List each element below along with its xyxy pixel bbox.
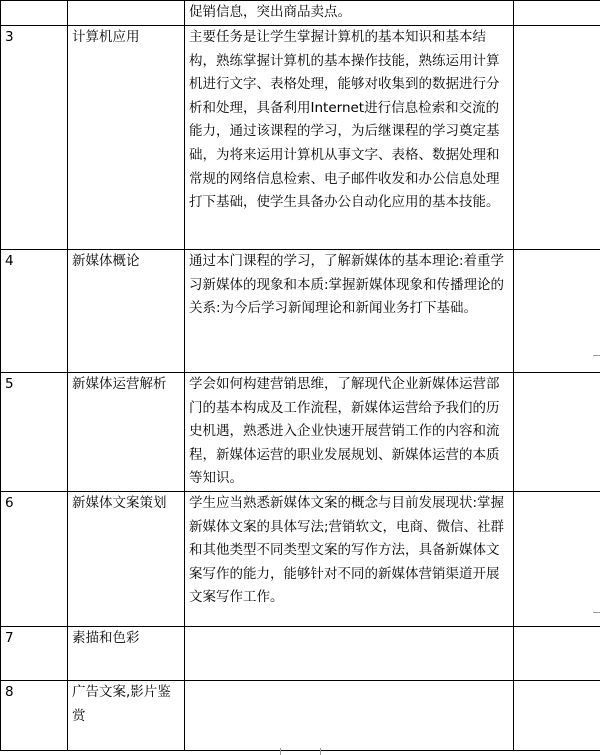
course-description <box>185 680 514 750</box>
table-row <box>1 626 600 680</box>
empty-cell <box>514 1 600 26</box>
table-row <box>1 491 600 626</box>
course-name: 计算机应用 <box>68 26 185 250</box>
course-name <box>68 1 185 26</box>
table-row <box>1 373 600 492</box>
course-description <box>185 626 514 680</box>
empty-cell <box>514 680 600 750</box>
table-row <box>1 1 600 26</box>
margin-mark <box>320 748 321 755</box>
table-row <box>1 680 600 750</box>
margin-mark <box>593 355 600 356</box>
course-number: 5 <box>1 373 68 492</box>
course-description: 学生应当熟悉新媒体文案的概念与目前发展现状:掌握新媒体文案的具体写法;营销软文，电商、微信、社群和其他类型不同类型文案的写作方法，具备新媒体文案写作的能力，能够针对不同的新媒体营销渠道开展文案写作工作。 <box>185 491 514 626</box>
table-row <box>1 250 600 373</box>
course-name: 新媒体运营解析 <box>68 373 185 492</box>
course-number: 3 <box>1 26 68 250</box>
course-number: 6 <box>1 491 68 626</box>
course-name: 素描和色彩 <box>68 626 185 680</box>
course-description: 促销信息，突出商品卖点。 <box>185 1 514 26</box>
course-number: 7 <box>1 626 68 680</box>
course-description: 主要任务是让学生掌握计算机的基本知识和基本结构，熟练掌握计算机的基本操作技能，熟练运用计算机进行文字、表格处理，能够对收集到的数据进行分析和处理，具备利用Internet进行信息检索和交流的能力，通过该课程的学习，为后继课程的学习奠定基础，为将来运用计算机从事文字、表格、数据处理和常规的网络信息检索、电子邮件收发和办公信息处理打下基础，使学生具备办公自动化应用的基本技能。 <box>185 26 514 250</box>
table-row <box>1 26 600 250</box>
empty-cell <box>514 250 600 373</box>
empty-cell <box>514 626 600 680</box>
course-number: 8 <box>1 680 68 750</box>
course-name: 新媒体文案策划 <box>68 491 185 626</box>
course-description: 通过本门课程的学习，了解新媒体的基本理论:着重学习新媒体的现象和本质:掌握新媒体现象和传播理论的关系:为今后学习新闻理论和新闻业务打下基础。 <box>185 250 514 373</box>
course-name: 新媒体概论 <box>68 250 185 373</box>
margin-mark <box>280 748 281 755</box>
course-name: 广告文案,影片鉴赏 <box>68 680 185 750</box>
empty-cell <box>514 373 600 492</box>
empty-cell <box>514 491 600 626</box>
course-number <box>1 1 68 26</box>
course-number: 4 <box>1 250 68 373</box>
empty-cell <box>514 26 600 250</box>
margin-mark <box>593 612 600 613</box>
course-description: 学会如何构建营销思维，了解现代企业新媒体运营部门的基本构成及工作流程，新媒体运营给予我们的历史机遇，熟悉进入企业快速开展营销工作的内容和流程，新媒体运营的职业发展规划、新媒体运营的本质等知识。 <box>185 373 514 492</box>
